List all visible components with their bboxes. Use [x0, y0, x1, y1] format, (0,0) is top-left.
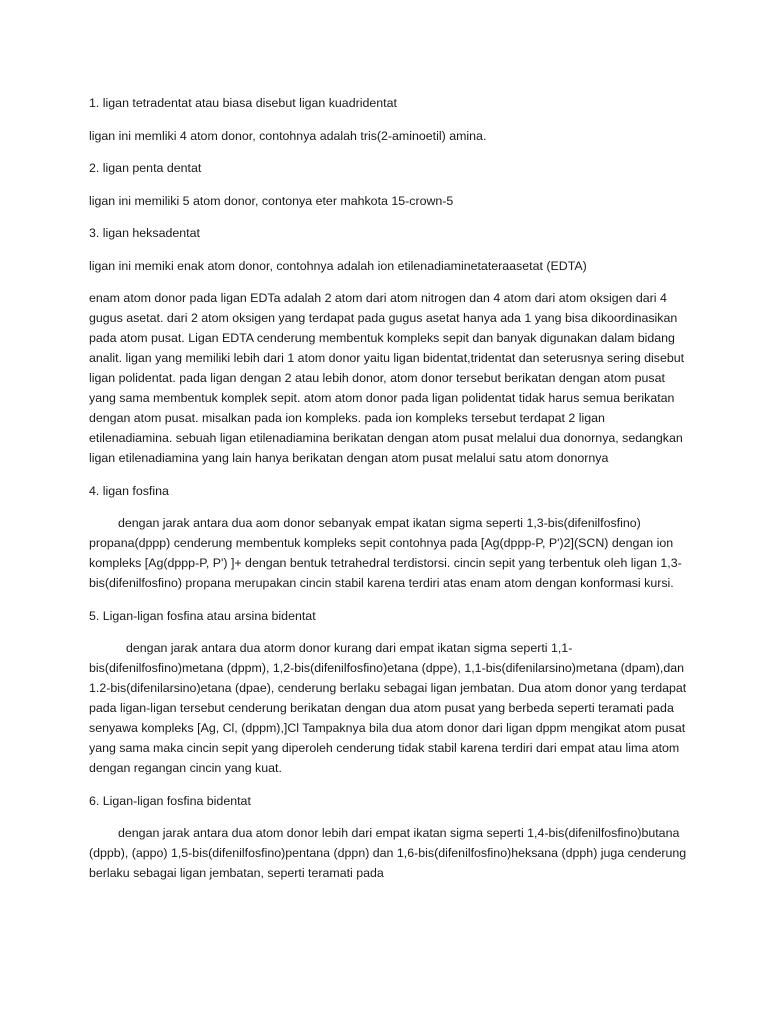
- paragraph-tetradentat: ligan ini memliki 4 atom donor, contohnya adalah tris(2-aminoetil) amina.: [89, 128, 487, 143]
- heading-fosfina-bidentat: 6. Ligan-ligan fosfina bidentat: [89, 793, 251, 808]
- heading-heksadentat: 3. ligan heksadentat: [89, 226, 200, 240]
- heading-fosfina-arsina: 5. Ligan-ligan fosfina atau arsina bidentat: [89, 608, 316, 623]
- heading-fosfina: 4. ligan fosfina: [89, 483, 169, 498]
- paragraph-heksadentat: ligan ini memiki enak atom donor, contohnya adalah ion etilenadiaminetateraasetat (EDTA): [89, 258, 587, 273]
- paragraph-fosfina: dengan jarak antara dua aom donor sebanyak empat ikatan sigma seperti 1,3-bis(difenilfosfino) propana(dppp) cenderung membentuk kompleks sepit contohnya pada [Ag(dppp-P, P')2](SCN) dengan ion kompleks [Ag(dppp-P, P') ]+ dengan bentuk tetrahedral terdistorsi. cincin sepit yang terbentuk oleh ligan 1,3-bis(difenilfosfino) propana merupakan cincin stabil karena terdiri atas enam atom dengan konformasi kursi.: [89, 516, 682, 590]
- paragraph-pentadentat: ligan ini memiliki 5 atom donor, contonya eter mahkota 15-crown-5: [89, 193, 454, 208]
- document-page: [89, 93, 689, 896]
- paragraph-fosfina-bidentat: dengan jarak antara dua atom donor lebih dari empat ikatan sigma seperti 1,4-bis(difenilfosfino)butana (dppb), (appo) 1,5-bis(difenilfosfino)pentana (dppn) dan 1,6-bis(difenilfosfino)heksana (dpph) juga cenderung berlaku sebagai ligan jembatan, seperti teramati pada: [89, 826, 687, 880]
- paragraph-fosfina-arsina: dengan jarak antara dua atorm donor kurang dari empat ikatan sigma seperti 1,1-bis(difenilfosfino)metana (dppm), 1,2-bis(difenilfosfino)etana (dppe), 1,1-bis(difenilarsino)metana (dpam),dan 1.2-bis(difenilarsino)etana (dpae), cenderung berlaku sebagai ligan jembatan. Dua atom donor yang terdapat pada ligan-ligan tersebut cenderung berikatan dengan dua atom pusat yang berbeda seperti teramati pada senyawa kompleks [Ag, Cl, (dppm),]Cl Tampaknya bila dua atom donor dari ligan dppm mengikat atom pusat yang sama maka cincin sepit yang diperoleh cenderung tidak stabil karena terdiri dari empat atau lima atom dengan regangan cincin yang kuat.: [89, 641, 687, 775]
- heading-pentadentat: 2. ligan penta dentat: [89, 161, 202, 175]
- paragraph-edta: enam atom donor pada ligan EDTa adalah 2 atom dari atom nitrogen dan 4 atom dari atom oksigen dari 4 gugus asetat. dari 2 atom oksigen yang terdapat pada gugus asetat hanya ada 1 yang bisa dikoordinasikan pada atom pusat. Ligan EDTA cenderung membentuk kompleks sepit dan banyak digunakan dalam bidang analit. ligan yang memiliki lebih dari 1 atom donor yaitu ligan bidentat,tridentat dan seterusnya sering disebut ligan polidentat. pada ligan dengan 2 atau lebih donor, atom donor tersebut berikatan dengan atom pusat yang sama membentuk komplek sepit. atom atom donor pada ligan polidentat tidak harus semua berikatan dengan atom pusat. misalkan pada ion kompleks. pada ion kompleks tersebut terdapat 2 ligan etilenadiamina. sebuah ligan etilenadiamina berikatan dengan atom pusat melalui dua donornya, sedangkan ligan etilenadiamina yang lain hanya berikatan dengan atom pusat melalui satu atom donornya: [89, 291, 685, 465]
- heading-tetradentat: 1. ligan tetradentat atau biasa disebut ligan kuadridentat: [89, 96, 397, 110]
